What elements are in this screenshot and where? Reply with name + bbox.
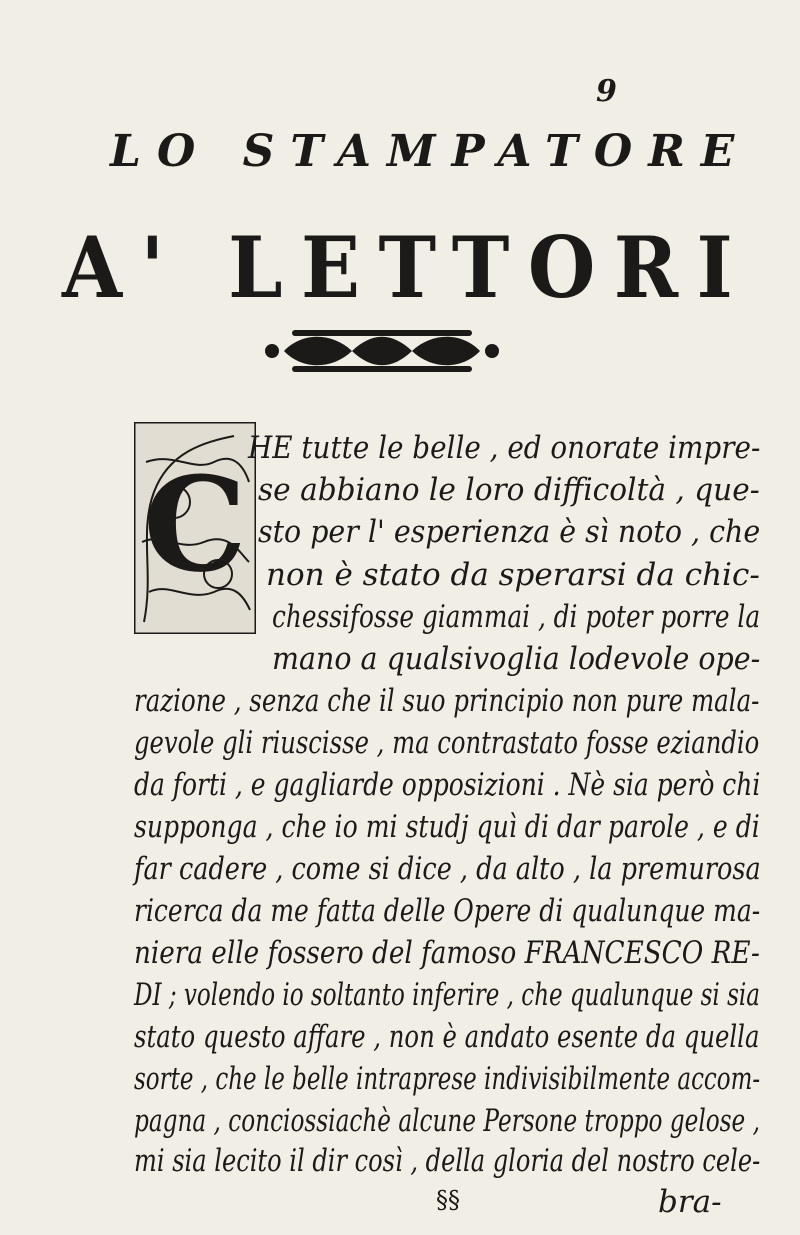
text-line: da forti , e gagliarde opposizioni . Nè sia però chi [134, 767, 761, 803]
text-line: niera elle fossero del famoso FRANCESCO RE- [134, 935, 760, 971]
text-line: chessifosse giammai , di poter porre la [272, 599, 761, 635]
decorative-rule-icon [262, 324, 502, 378]
text-line: gevole gli riuscisse , ma contrastato fosse eziandio [134, 725, 760, 761]
text-line: supponga , che io mi studj quì di dar parole , e di [134, 809, 760, 845]
text-line: sto per l' esperienza è sì noto , che [258, 514, 761, 550]
signature-mark: §§ [436, 1186, 460, 1214]
text-line: DI ; volendo io soltanto inferire , che qualunque si sia [134, 977, 760, 1013]
page-title: A' LETTORI [62, 218, 752, 317]
text-line: mi sia lecito il dir così , della gloria del nostro cele- [134, 1143, 761, 1179]
ornamental-initial-icon [134, 422, 256, 634]
text-line: sorte , che le belle intraprese indivisibilmente accom- [134, 1061, 761, 1097]
text-line: pagna , conciossiachè alcune Persone troppo gelose , [134, 1103, 760, 1139]
text-line: mano a qualsivoglia lodevole ope- [272, 641, 761, 677]
drop-cap-letter: C [143, 448, 247, 601]
text-line: razione , senza che il suo principio non pure mala- [134, 683, 760, 719]
catchword: bra- [658, 1184, 722, 1220]
text-line: HE tutte le belle , ed onorate impre- [248, 430, 761, 466]
text-line: far cadere , come si dice , da alto , la premurosa [134, 851, 761, 887]
text-line: stato questo affare , non è andato esente da quella [134, 1019, 760, 1055]
running-head: LO STAMPATORE [110, 126, 751, 177]
page-number: 9 [596, 74, 617, 109]
text-line: ricerca da me fatta delle Opere di qualunque ma- [134, 893, 761, 929]
text-line: non è stato da sperarsi da chic- [266, 557, 760, 593]
text-line: se abbiano le loro difficoltà , que- [258, 472, 760, 508]
